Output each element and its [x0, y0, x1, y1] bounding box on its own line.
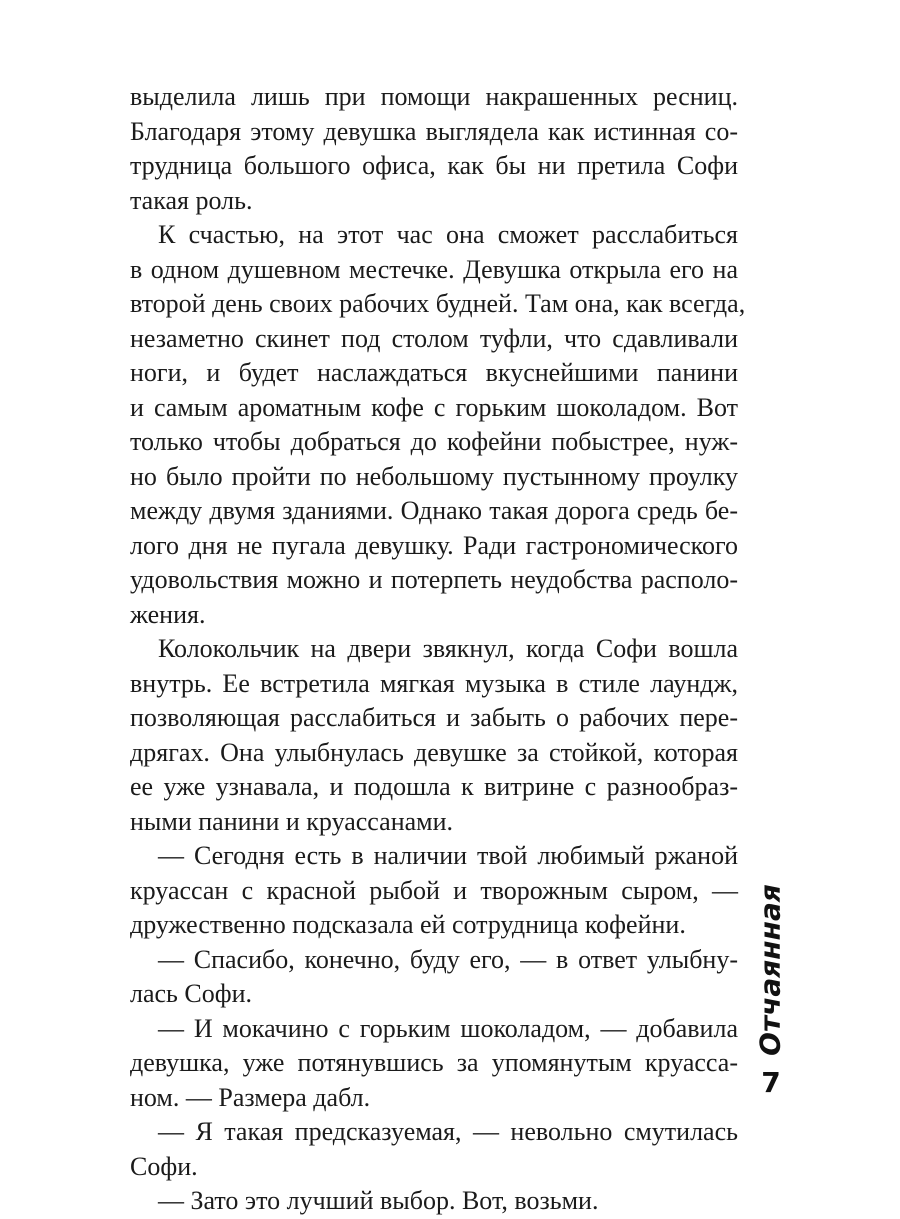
page-number: 7 [761, 1066, 781, 1099]
text-line: Колокольчик на двери звякнул, когда Софи вошла [158, 634, 738, 663]
text-line: такая роль. [130, 185, 253, 215]
text-line: удовольствия можно и потерпеть неудобства располо- [130, 565, 738, 594]
text-line: ноги, и будет наслаждаться вкуснейшими панини [130, 358, 738, 387]
running-title [748, 884, 792, 1056]
text-line: трудница большого офиса, как бы ни претила Софи [130, 151, 738, 180]
text-line: в одном душевном местечке. Девушка открыла его на [130, 254, 738, 284]
text-line: — Спасибо, конечно, буду его, — в ответ улыбну- [158, 944, 738, 974]
text-line: круассан с красной рыбой и творожным сыром, — [130, 875, 738, 905]
text-line: Благодаря этому девушка выглядела как истинная со- [130, 116, 738, 146]
text-line: ными панини и круассанами. [130, 806, 454, 836]
book-text [130, 80, 746, 1219]
text-line: ее уже узнавала, и подошла к витрине с разнообраз- [130, 772, 738, 801]
text-line: только чтобы добраться до кофейни побыстрее, нуж- [130, 427, 738, 456]
text-line: внутрь. Ее встретила мягкая музыка в стиле лаундж, [130, 668, 738, 698]
text-line: дружественно подсказала ей сотрудница кофейни. [130, 910, 686, 939]
text-line: лась Софи. [130, 979, 253, 1008]
text-line: позволяющая расслабиться и забыть о рабочих пере- [130, 703, 738, 732]
text-line: второй день своих рабочих будней. Там она, как всегда, [130, 289, 746, 318]
text-line: лого дня не пугала девушку. Ради гастрономического [130, 530, 738, 560]
text-line: дрягах. Она улыбнулась девушке за стойкой, которая [130, 737, 738, 767]
text-line: Софи. [130, 1151, 198, 1181]
text-line: К счастью, на этот час она сможет расслабиться [158, 220, 738, 249]
book-title-vertical: Отчаянная [753, 884, 787, 1056]
text-line: жения. [130, 599, 206, 629]
text-line: ном. — Размера дабл. [130, 1082, 371, 1112]
text-line: но было пройти по небольшому пустынному проулку [130, 461, 738, 491]
text-line: девушка, уже потянувшись за упомянутым круасса- [130, 1048, 738, 1077]
text-line: — Я такая предсказуемая, — невольно смутилась [158, 1117, 738, 1146]
text-line: — И мокачино с горьким шоколадом, — добавила [158, 1013, 738, 1043]
text-line: незаметно скинет под столом туфли, что сдавливали [130, 323, 738, 353]
text-line: между двумя зданиями. Однако такая дорога средь бе- [130, 496, 738, 525]
text-line: — Сегодня есть в наличии твой любимый ржаной [158, 841, 738, 870]
text-line: — Зато это лучший выбор. Вот, возьми. [158, 1186, 599, 1215]
text-line: и самым ароматным кофе с горьким шоколадом. Вот [130, 392, 738, 422]
text-line: выделила лишь при помощи накрашенных ресниц. [130, 82, 738, 111]
